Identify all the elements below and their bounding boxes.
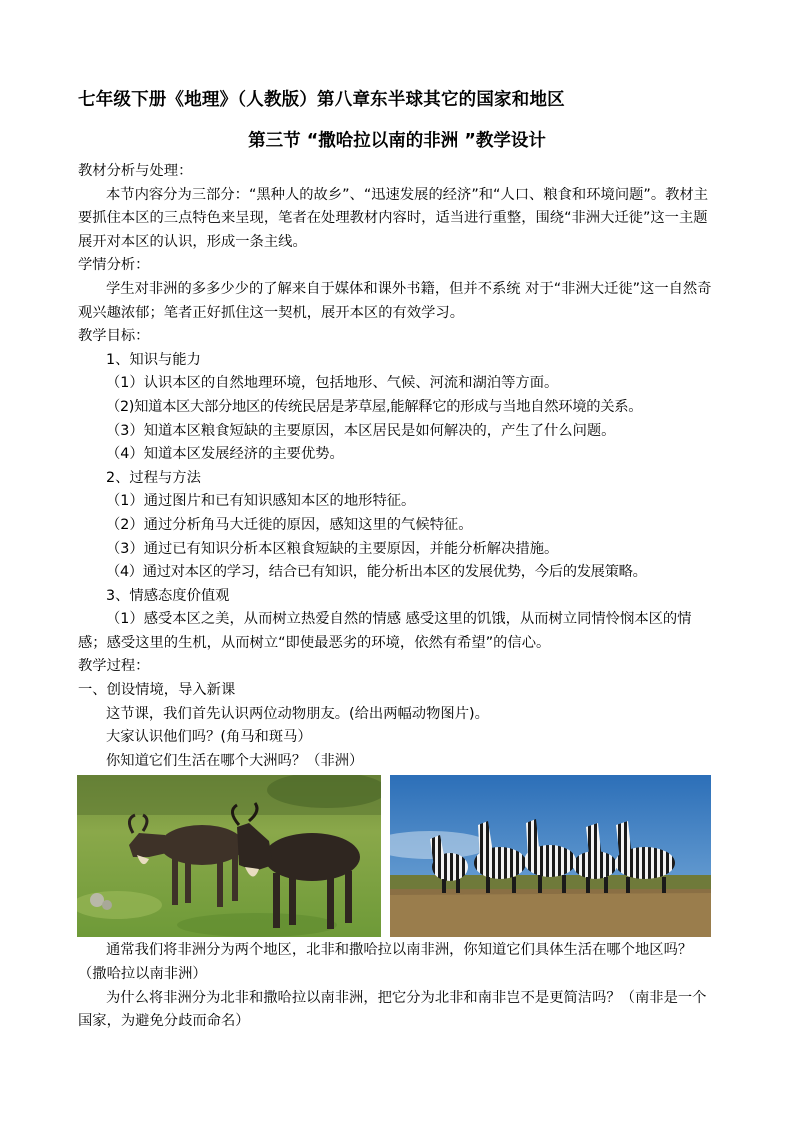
analysis-heading: 教材分析与处理： — [78, 163, 193, 179]
zebra-photo — [390, 775, 711, 937]
goal1-item: （4）知道本区发展经济的主要优势。 — [106, 446, 344, 463]
goal2-item: （1）通过图片和已有知识感知本区的地形特征。 — [106, 493, 416, 510]
animal-images — [78, 773, 718, 939]
goal1-heading: 1、知识与能力 — [106, 351, 201, 368]
learner-paragraph: 学生对非洲的多多少少的了解来自于媒体和课外书籍，但并不系统 对于“非洲大迁徙”这一自然奇观兴趣浓郁；笔者正好抓住这一契机，展开本区的有效学习。 — [78, 280, 712, 321]
analysis-paragraph: 本节内容分为三部分：“黑种人的故乡”、“迅速发展的经济”和“人口、粮食和环境问题”。教材主要抓住本区的三点特色来呈现，笔者在处理教材内容时，适当进行重整，围绕“非洲大迁徙”这一主题展开对本区的认识，形成一条主线。 — [78, 186, 709, 250]
step1-line: 你知道它们生活在哪个大洲吗？（非洲） — [106, 752, 364, 769]
closing-paragraph: 为什么将非洲分为北非和撒哈拉以南非洲，把它分为北非和南非岂不是更简洁吗？（南非是一个国家，为避免分歧而命名） — [78, 989, 707, 1030]
document-body — [78, 160, 718, 1034]
step1-line: 大家认识他们吗？(角马和斑马） — [106, 729, 312, 746]
goal2-item: （3）通过已有知识分析本区粮食短缺的主要原因，并能分析解决措施。 — [106, 540, 559, 557]
goal2-item: （4）通过对本区的学习，结合已有知识，能分析出本区的发展优势，今后的发展策略。 — [106, 564, 647, 581]
document-title: 七年级下册《地理》（人教版）第八章东半球其它的国家和地区 — [78, 90, 565, 110]
goal1-item: （1）认识本区的自然地理环境，包括地形、气候、河流和湖泊等方面。 — [106, 375, 559, 392]
process-heading: 教学过程： — [78, 658, 150, 675]
goal1-item: （3）知道本区粮食短缺的主要原因，本区居民是如何解决的，产生了什么问题。 — [106, 422, 616, 439]
goals-heading: 教学目标： — [78, 328, 150, 345]
closing-paragraph: 通常我们将非洲分为两个地区，北非和撒哈拉以南非洲，你知道它们具体生活在哪个地区吗？（撒哈拉以南非洲） — [78, 942, 693, 983]
step1-heading: 一、创设情境，导入新课 — [78, 682, 236, 699]
wildebeest-photo — [77, 775, 381, 937]
learner-heading: 学情分析： — [78, 257, 150, 274]
goal2-heading: 2、过程与方法 — [106, 469, 201, 486]
goal1-item: （2)知道本区大部分地区的传统民居是茅草屋,能解释它的形成与当地自然环境的关系。 — [106, 398, 643, 415]
goal3-paragraph: （1）感受本区之美，从而树立热爱自然的情感 感受这里的饥饿，从而树立同情怜悯本区的情感；感受这里的生机，从而树立“即使最恶劣的环境，依然有希望”的信心。 — [78, 611, 692, 651]
goal2-item: （2）通过分析角马大迁徙的原因，感知这里的气候特征。 — [106, 516, 473, 533]
document-subtitle: 第三节 “撒哈拉以南的非洲 ”教学设计 — [248, 131, 546, 151]
step1-line: 这节课，我们首先认识两位动物朋友。(给出两幅动物图片)。 — [106, 705, 489, 722]
goal3-heading: 3、情感态度价值观 — [106, 587, 230, 604]
